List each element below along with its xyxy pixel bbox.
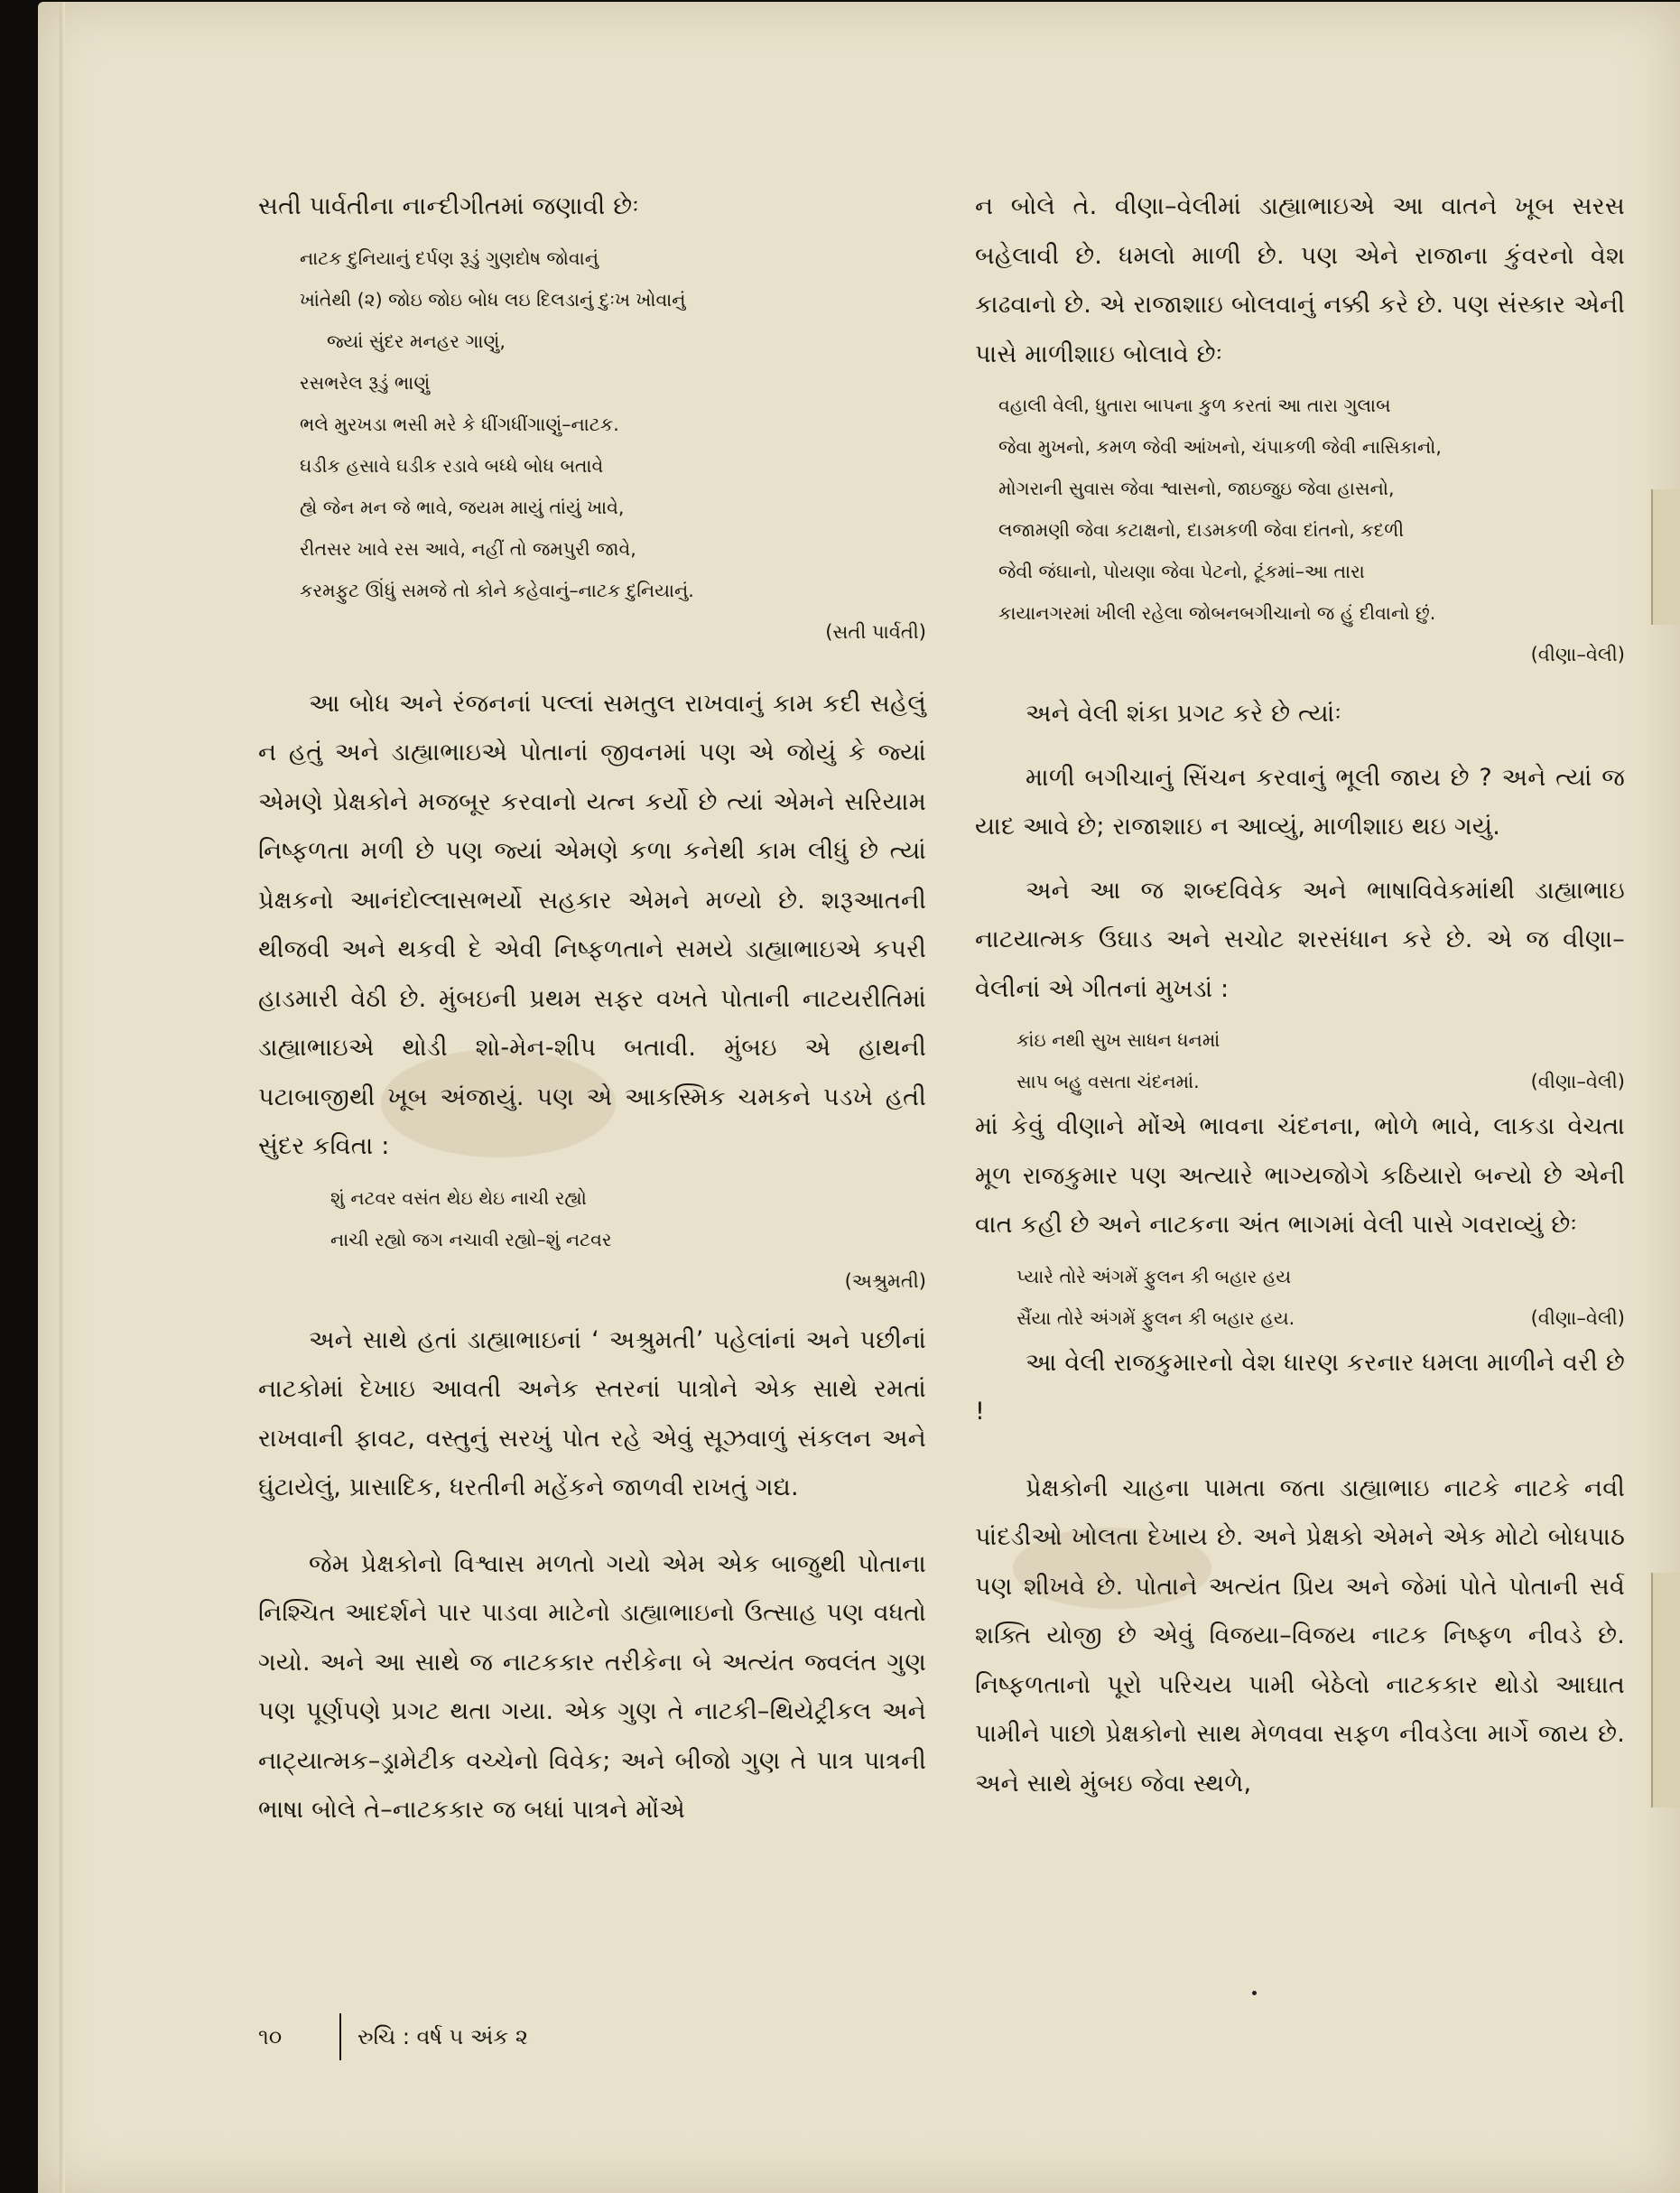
verse-line: રીતસર ખાવે રસ આવે, નહીં તો જમપુરી જાવે,: [300, 537, 636, 560]
body-paragraph: માં કેવું વીણાને મોંએ ભાવના ચંદનના, ભોળે ભાવે, લાકડા વેચતા મૂળ રાજકુમાર પણ અત્યારે ભાગ્યજોગે કઠિયારો બન્યો છે એની વાત કહી છે અને નાટકના અંત ભાગમાં વેલી પાસે ગવરાવ્યું છેઃ: [975, 1112, 1625, 1239]
verse-line: જેવી જંઘાનો, પોયણા જેવા પેટનો, ટૂંકમાં–આ તારા: [998, 561, 1365, 582]
issue-line: રુચિ : વર્ષ ૫ અંક ૨: [357, 2024, 528, 2049]
verse-attribution: (વીણા–વેલી): [1530, 1306, 1625, 1329]
ashrumati-verse: [330, 1177, 926, 1260]
verse-attribution: (સતી પાર્વતી): [825, 620, 926, 643]
verse-line: ખાંતેથી (૨) જોઇ જોઇ બોધ લઇ દિલડાનું દુઃખ ખોવાનું: [300, 288, 686, 311]
verse-line: ભલે મુરખડા ભસી મરે કે ધીંગધીંગાણું–નાટક.: [300, 413, 619, 435]
right-column: [975, 182, 1625, 1808]
body-paragraph: ન બોલે તે. વીણા–વેલીમાં ડાહ્યાભાઇએ આ વાતને ખૂબ સરસ બહેલાવી છે. ધમલો માળી છે. પણ એને રાજાના કુંવરનો વેશ કાઢવાનો છે. એ રાજાશાઇ બોલવાનું નક્કી કરે છે. પણ સંસ્કાર એની પાસે માળીશાઇ બોલાવે છેઃ: [975, 192, 1625, 368]
verse-line: હ્યે જેન મન જે ભાવે, જયમ માયું તાંયું ખાવે,: [300, 496, 625, 518]
verse-line: કાંઇ નથી સુખ સાધન ધનમાં: [1016, 1029, 1221, 1051]
verse-line: લજામણી જેવા કટાક્ષનો, દાડમકળી જેવા દાંતનો, કદળી: [998, 519, 1405, 541]
edge-tape: [1651, 489, 1680, 625]
magazine-page: [38, 2, 1680, 2193]
body-paragraph: આ વેલી રાજકુમારનો વેશ ધારણ કરનાર ધમલા માળીને વરી છે !: [975, 1348, 1625, 1426]
verse-line: કરમફુટ ઊંધું સમજે તો કોને કહેવાનું–નાટક દુનિયાનું.: [300, 579, 694, 601]
verse-line: ઘડીક હસાવે ઘડીક રડાવે બધ્ધે બોધ બતાવે: [300, 454, 604, 477]
verse-line: પ્યારે તોરે અંગમેં ફુલન કી બહાર હય: [1016, 1265, 1292, 1287]
body-paragraph: માળી બગીચાનું સિંચન કરવાનું ભૂલી જાય છે ? અને ત્યાં જ યાદ આવે છે; રાજાશાઇ ન આવ્યું, માળીશાઇ થઇ ગયું.: [975, 763, 1625, 841]
page-footer: [258, 2013, 528, 2060]
verse-line: જ્યાં સુંદર મનહર ગાણું,: [327, 330, 506, 352]
veena-veli-prose-verse: [998, 385, 1625, 634]
nandi-geet-verse: [300, 237, 926, 611]
body-paragraph: જેમ પ્રેક્ષકોનો વિશ્વાસ મળતો ગયો એમ એક બાજુથી પોતાના નિશ્ચિત આદર્શને પાર પાડવા માટેનો ડાહ્યાભાઇનો ઉત્સાહ પણ વધતો ગયો. અને આ સાથે જ નાટકકાર તરીકેના બે અત્યંત જ્વલંત ગુણ પણ પૂર્ણપણે પ્રગટ થતા ગયા. એક ગુણ તે નાટકી–થિયેટ્રીકલ અને નાટ્યાત્મક–ડ્રામેટીક વચ્ચેનો વિવેક; અને બીજો ગુણ તે પાત્ર પાત્રની ભાષા બોલે તે–નાટકકાર જ બધાં પાત્રને મોંએ: [258, 1549, 926, 1824]
verse-attribution: (વીણા–વેલી): [1530, 644, 1625, 665]
ink-dot: [1252, 1991, 1257, 1995]
hindi-song-verse: [1016, 1256, 1625, 1339]
body-paragraph: અને સાથે હતાં ડાહ્યાભાઇનાં ‘ અશ્રુમતી’ પહેલાંનાં અને પછીનાં નાટકોમાં દેખાઇ આવતી અનેક સ્તરનાં પાત્રોને એક સાથે રમતાં રાખવાની ફાવટ, વસ્તુનું સરખું પોત રહે એવું સૂઝવાળું સંકલન અને ઘુંટાયેલું, પ્રાસાદિક, ધરતીની મહેંકને જાળવી રાખતું ગદ્ય.: [258, 1325, 926, 1501]
verse-line: વહાલી વેલી, ધુતારા બાપના કુળ કરતાં આ તારા ગુલાબ: [998, 395, 1391, 416]
footer-divider: [339, 2013, 341, 2060]
verse-attribution: (વીણા–વેલી): [1530, 1071, 1625, 1092]
verse-line-text: સાપ બહુ વસતા ચંદનમાં.: [1016, 1071, 1200, 1092]
verse-line: કાયાનગરમાં ખીલી રહેલા જોબનબગીચાનો જ હું દીવાનો છું.: [998, 602, 1436, 624]
verse-line: [1016, 1061, 1625, 1102]
left-column: [258, 182, 926, 1835]
page-number: ૧૦: [258, 2024, 283, 2049]
body-paragraph: આ બોધ અને રંજનનાં પલ્લાં સમતુલ રાખવાનું કામ કદી સહેલું ન હતું અને ડાહ્યાભાઇએ પોતાનાં જીવનમાં પણ એ જોયું કે જ્યાં એમણે પ્રેક્ષકોને મજબૂર કરવાનો યત્ન કર્યો છે ત્યાં એમને સરિયામ નિષ્ફળતા મળી છે પણ જ્યાં એમણે કળા કનેથી કામ લીધું છે ત્યાં પ્રેક્ષકનો આનંદોલ્લાસભર્યો સહકાર એમને મળ્યો છે. શરૂઆતની થીજવી અને થકવી દે એવી નિષ્ફળતાને સમયે ડાહ્યાભાઇએ કપરી હાડમારી વેઠી છે. મુંબઇની પ્રથમ સફર વખતે પોતાની નાટયરીતિમાં ડાહ્યાભાઇએ થોડી શો-મેન-શીપ બતાવી. મુંબઇ એ હાથની પટાબાજીથી ખૂબ અંજાયું. પણ એ આકસ્મિક ચમકને પડખે હતી સુંદર કવિતા :: [258, 689, 926, 1160]
veena-veli-song: [1016, 1019, 1625, 1102]
body-paragraph: અને વેલી શંકા પ્રગટ કરે છે ત્યાંઃ: [1026, 700, 1342, 728]
verse-line: નાચી રહ્યો જગ નચાવી રહ્યો–શું નટવર: [330, 1228, 612, 1250]
verse-attribution: (અશ્રુમતી): [844, 1269, 926, 1292]
verse-line: મોગરાની સુવાસ જેવા શ્વાસનો, જાઇજુઇ જેવા હાસનો,: [998, 478, 1395, 499]
verse-line-text: સૈંયા તોરે અંગમેં ફુલન કી બહાર હય.: [1016, 1306, 1295, 1329]
verse-line: રસભરેલ રૂડું ભાણું: [300, 371, 431, 394]
intro-line: સતી પાર્વતીના નાન્દીગીતમાં જણાવી છેઃ: [258, 192, 640, 220]
body-paragraph: પ્રેક્ષકોની ચાહના પામતા જતા ડાહ્યાભાઇ નાટકે નાટકે નવી પાંદડીઓ ખોલતા દેખાય છે. અને પ્રેક્ષકો એમને એક મોટો બોધપાઠ પણ શીખવે છે. પોતાને અત્યંત પ્રિય અને જેમાં પોતે પોતાની સર્વ શક્તિ યોજી છે એવું વિજયા–વિજય નાટક નિષ્ફળ નીવડે છે. નિષ્ફળતાનો પૂરો પરિચય પામી બેઠેલો નાટકકાર થોડો આઘાત પામીને પાછો પ્રેક્ષકોનો સાથ મેળવવા સફળ નીવડેલા માર્ગે જાય છે. અને સાથે મુંબઇ જેવા સ્થળે,: [975, 1473, 1625, 1798]
verse-line: શું નટવર વસંત થેઇ થેઇ નાચી રહ્યો: [330, 1186, 587, 1209]
body-paragraph: અને આ જ શબ્દવિવેક અને ભાષાવિવેકમાંથી ડાહ્યાભાઇ નાટયાત્મક ઉઘાડ અને સચોટ શરસંધાન કરે છે. એ જ વીણા–વેલીનાં એ ગીતનાં મુખડાં :: [975, 876, 1625, 1003]
edge-tape: [1651, 1573, 1680, 1807]
verse-line: જેવા મુખનો, કમળ જેવી આંખનો, ચંપાકળી જેવી નાસિકાનો,: [998, 436, 1442, 458]
verse-line: [1016, 1297, 1625, 1339]
verse-line: નાટક દુનિયાનું દર્પણ રૂડું ગુણદોષ જોવાનું: [300, 246, 599, 269]
